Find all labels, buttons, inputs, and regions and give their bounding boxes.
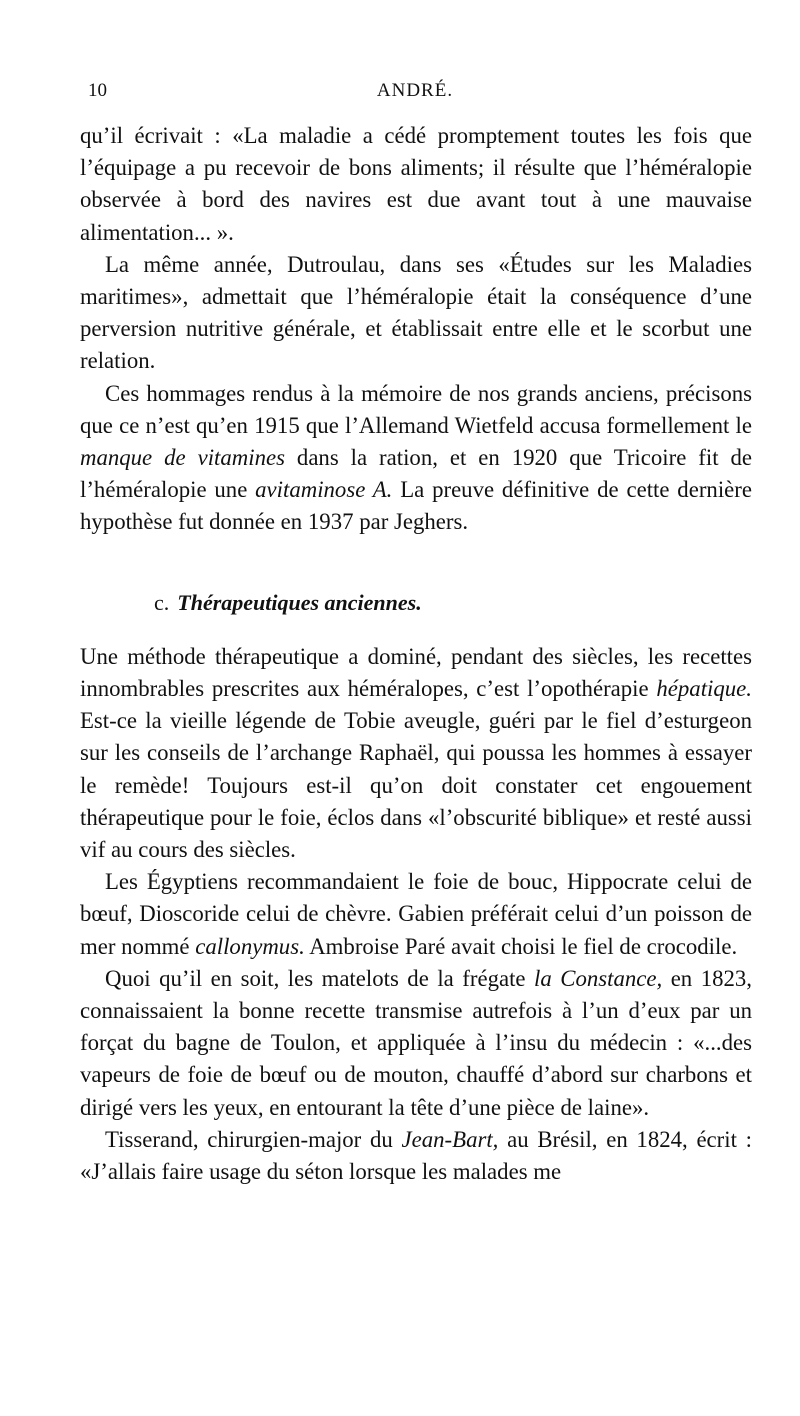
running-head: ANDRÉ. [376,80,454,101]
page-number: 10 [88,80,107,101]
paragraph-hommages [80,378,752,539]
paragraph-text: Est-ce la vieille légende de Tobie aveugle, guéri par le fiel d’esturgeon sur les conseils de l’archange Raphaël, qui poussa les hommes à essayer le remède! Toujours est-il qu’on doit constater cet engouement thérapeutique pour le foie, éclos dans «l’obscurité biblique» et resté aussi vif au cours des siècles. [80,708,752,863]
subsection-title: Thérapeutiques anciennes. [177,589,422,615]
paragraph-text: au Brésil, en 1824, écrit : «J’allais faire usage du séton lorsque les malades me [80,1126,752,1185]
italic-phrase: manque de vitamines [80,445,285,471]
italic-phrase: Jean-Bart, [401,1126,499,1152]
paragraph-text: Tisserand, chirurgien-major du [105,1126,402,1152]
paragraph-egyptiens [80,866,752,963]
paragraph-text: en 1823, connaissaient la bonne recette transmise autrefois à l’un d’eux par un forçat du bagne de Toulon, et appliquée à l’insu du médecin : «...des vapeurs de foie de bœuf ou de mouton, chauffé d’abord sur charbons et dirigé vers les yeux, en entourant la tête d’une pièce de laine». [80,965,752,1120]
paragraph-text: dans la ration, et en 1920 que Tricoire fit de l’héméralopie une [80,445,752,503]
page-body [80,120,752,1188]
paragraph-text: La même année, Dutroulau, dans ses «Études sur les Maladies maritimes», admettait que l’héméralopie était la conséquence d’une perversion nutritive générale, et établissait entre elle et le scorbut une relation. [80,251,752,374]
subsection-heading [154,587,752,619]
subsection-label: c. [154,589,170,615]
italic-phrase: avitaminose A. [255,477,393,503]
paragraph-continuation [80,120,752,249]
paragraph-text: Quoi qu’il en soit, les matelots de la frégate [105,965,535,991]
paragraph-tisserand [80,1124,752,1188]
paragraph-dutroulau [80,249,752,378]
paragraph-matelots [80,963,752,1124]
italic-phrase: callonymus. [195,933,305,959]
paragraph-text: Les Égyptiens recommandaient le foie de bouc, Hippocrate celui de bœuf, Dioscoride celui de chèvre. Gabien préférait celui d’un poisson de mer nommé [80,869,752,959]
paragraph-text: qu’il écrivait : «La maladie a cédé promptement toutes les fois que l’équipage a pu recevoir de bons aliments; il résulte que l’héméralopie observée à bord des navires est due avant tout à une mauvaise alimentation... ». [80,123,752,245]
paragraph-text: Ces hommages rendus à la mémoire de nos grands anciens, précisons que ce n’est qu’en 1915 que l’Allemand Wietfeld accusa formellement le [80,380,752,438]
paragraph-text: Une méthode thérapeutique a dominé, pendant des siècles, les recettes innombrables prescrites aux héméralopes, c’est l’opothérapie [80,643,752,702]
page-header [80,80,750,110]
paragraph-text: La preuve définitive de cette dernière hypothèse fut donnée en 1937 par Jeghers. [80,477,752,535]
paragraph-text: Ambroise Paré avait choisi le fiel de crocodile. [304,933,738,959]
paragraph-methode [80,641,752,866]
italic-phrase: la Constance, [534,965,663,991]
italic-phrase: hépatique. [656,676,752,702]
